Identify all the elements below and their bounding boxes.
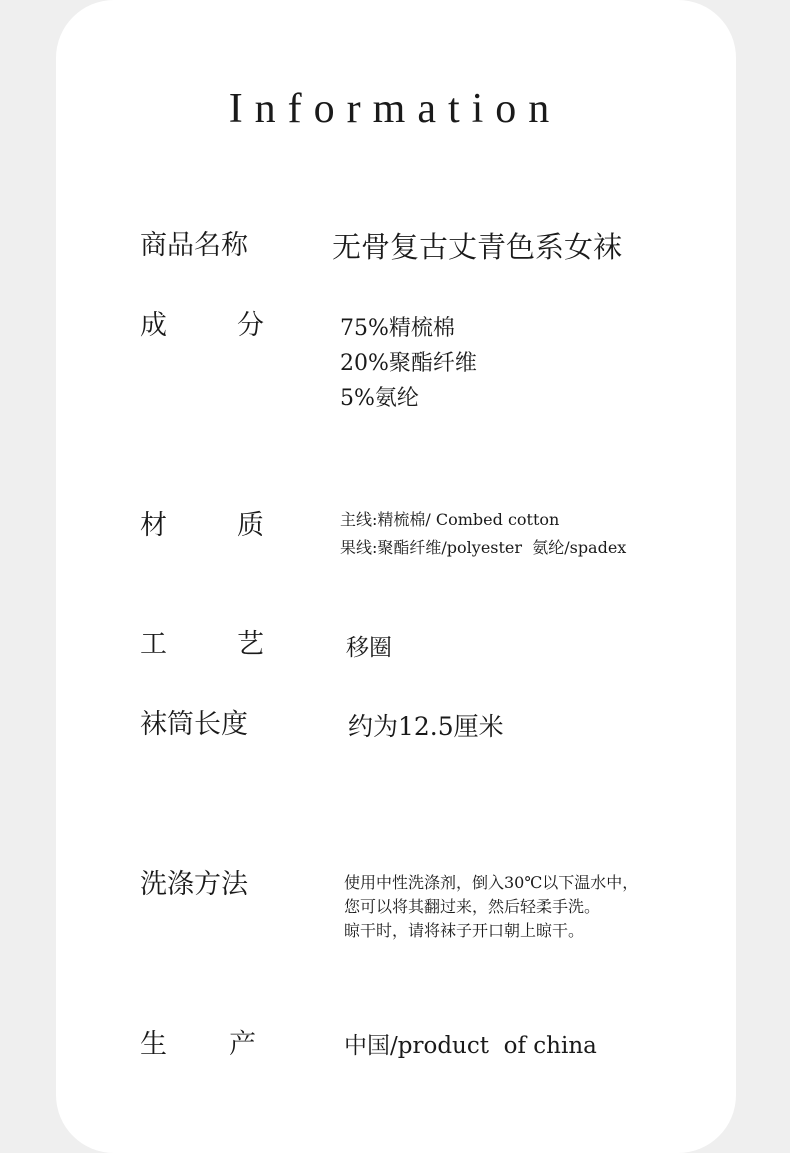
label-origin-char-2: 产 — [229, 1029, 256, 1060]
washing-line: 使用中性洗涤剂，倒入30℃以下温水中， — [344, 873, 639, 892]
label-origin — [140, 1028, 256, 1062]
material-line: 果线:聚酯纤维/polyester 氨纶/spadex — [340, 538, 627, 557]
value-washing — [344, 871, 638, 943]
label-craft — [140, 628, 264, 662]
composition-line: 20%聚酯纤维 — [340, 351, 477, 376]
label-material — [140, 509, 264, 543]
label-composition-char-2: 分 — [237, 310, 264, 341]
composition-line: 5%氨纶 — [340, 386, 419, 411]
info-card — [56, 0, 736, 1153]
label-sock-length: 袜筒长度 — [140, 709, 248, 740]
material-line: 主线:精梳棉/ Combed cotton — [340, 510, 560, 529]
value-sock-length: 约为12.5厘米 — [348, 712, 504, 741]
value-origin: 中国/product of china — [344, 1033, 597, 1059]
label-craft-char-2: 艺 — [237, 629, 264, 660]
label-composition-char-1: 成 — [140, 310, 167, 341]
value-composition — [340, 311, 477, 416]
label-craft-char-1: 工 — [140, 629, 167, 660]
washing-line: 您可以将其翻过来，然后轻柔手洗。 — [344, 897, 601, 916]
label-washing: 洗涤方法 — [140, 869, 248, 900]
label-material-char-2: 质 — [237, 510, 264, 541]
washing-line: 晾干时，请将袜子开口朝上晾干。 — [344, 921, 585, 940]
label-origin-char-1: 生 — [140, 1029, 167, 1060]
composition-line: 75%精梳棉 — [340, 316, 455, 341]
page-title: Information — [228, 86, 562, 132]
label-product-name: 商品名称 — [140, 230, 248, 261]
label-composition — [140, 309, 264, 343]
value-craft: 移圈 — [346, 635, 392, 661]
label-material-char-1: 材 — [140, 510, 167, 541]
value-product-name: 无骨复古丈青色系女袜 — [332, 230, 623, 264]
value-material — [340, 506, 626, 562]
